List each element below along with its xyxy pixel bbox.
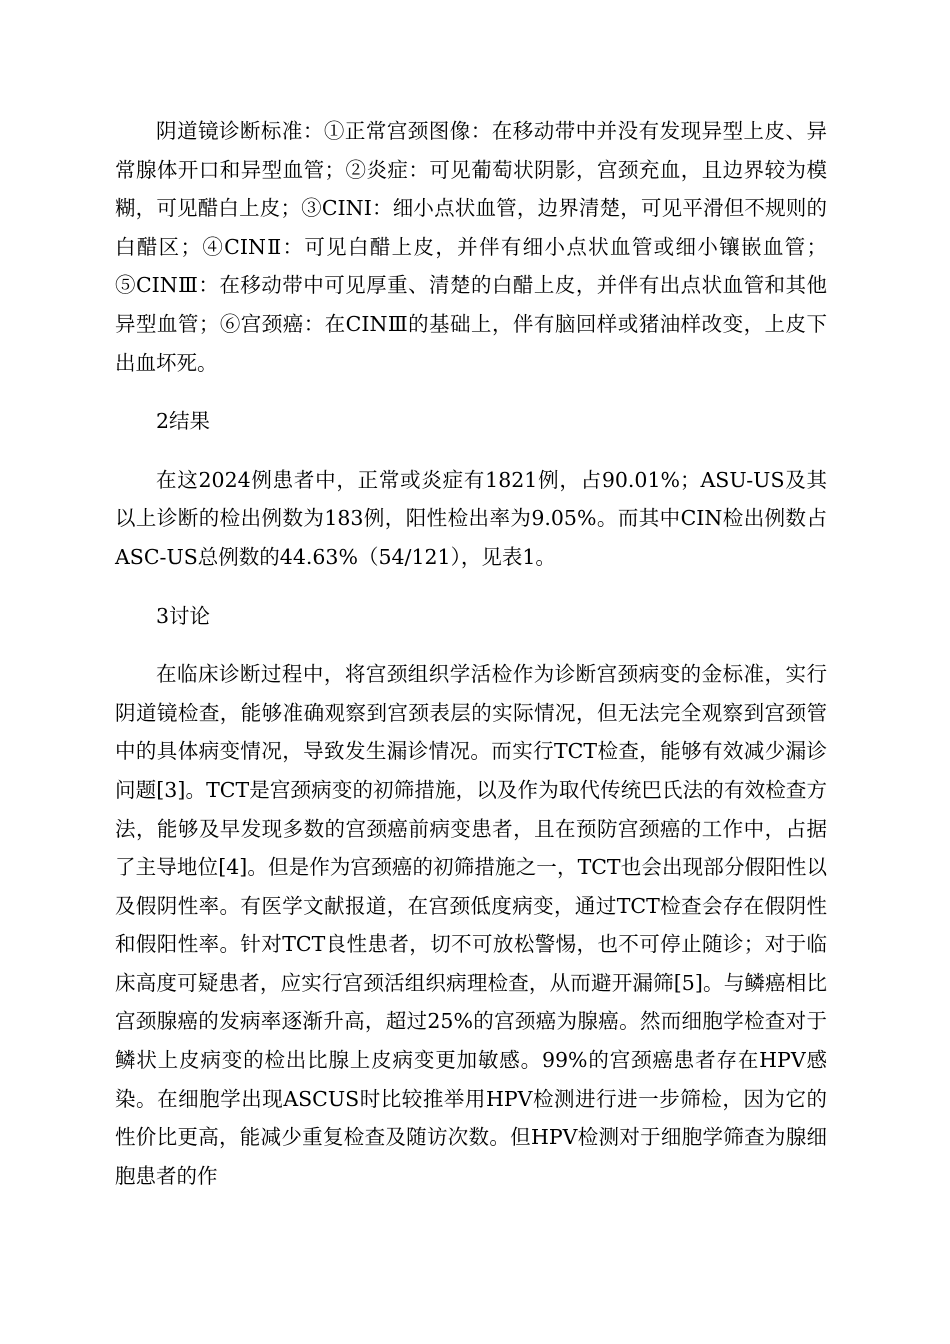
section-heading-discussion: 3讨论 — [156, 603, 211, 628]
paragraph-discussion: 在临床诊断过程中，将宫颈组织学活检作为诊断宫颈病变的金标准，实行阴道镜检查，能够准确观察到宫颈表层的实际情况，但无法完全观察到宫颈管中的具体病变情况，导致发生漏诊情况。而实行TCT检查，能够有效减少漏诊问题[3]。TCT是宫颈病变的初筛措施，以及作为取代传统巴氏法的有效检查方法，能够及早发现多数的宫颈癌前病变患者，且在预防宫颈癌的工作中，占据了主导地位[4]。但是作为宫颈癌的初筛措施之一，TCT也会出现部分假阳性以及假阴性率。有医学文献报道，在宫颈低度病变，通过TCT检查会存在假阴性和假阳性率。针对TCT良性患者，切不可放松警惕，也不可停止随诊；对于临床高度可疑患者，应实行宫颈活组织病理检查，从而避开漏筛[5]。与鳞癌相比宫颈腺癌的发病率逐渐升高，超过25%的宫颈癌为腺癌。然而细胞学检查对于鳞状上皮病变的检出比腺上皮病变更加敏感。99%的宫颈癌患者存在HPV感染。在细胞学出现ASCUS时比较推举用HPV检测进行进一步筛检，因为它的性价比更高，能减少重复检查及随访次数。但HPV检测对于细胞学筛查为腺细胞患者的作 — [115, 662, 827, 1188]
paragraph-gap — [115, 635, 827, 655]
document-page — [115, 112, 827, 1195]
paragraph-gap — [115, 382, 827, 402]
section-heading-results: 2结果 — [156, 409, 211, 434]
paragraph-gap — [115, 577, 827, 597]
paragraph-gap — [115, 441, 827, 461]
paragraph-colposcopy-criteria: 阴道镜诊断标准：①正常宫颈图像：在移动带中并没有发现异型上皮、异常腺体开口和异型血管；②炎症：可见葡萄状阴影，宫颈充血，且边界较为模糊，可见醋白上皮；③CINⅠ：细小点状血管，边界清楚，可见平滑但不规则的白醋区；④CINⅡ：可见白醋上皮，并伴有细小点状血管或细小镶嵌血管；⑤CINⅢ：在移动带中可见厚重、清楚的白醋上皮，并伴有出点状血管和其他异型血管；⑥宫颈癌：在CINⅢ的基础上，伴有脑回样或猪油样改变，上皮下出血坏死。 — [115, 119, 827, 375]
paragraph-results: 在这2024例患者中，正常或炎症有1821例，占90.01%；ASU-US及其以上诊断的检出例数为183例，阳性检出率为9.05%。而其中CIN检出例数占ASC-US总例数的44.63%（54/121），见表1。 — [115, 467, 827, 569]
